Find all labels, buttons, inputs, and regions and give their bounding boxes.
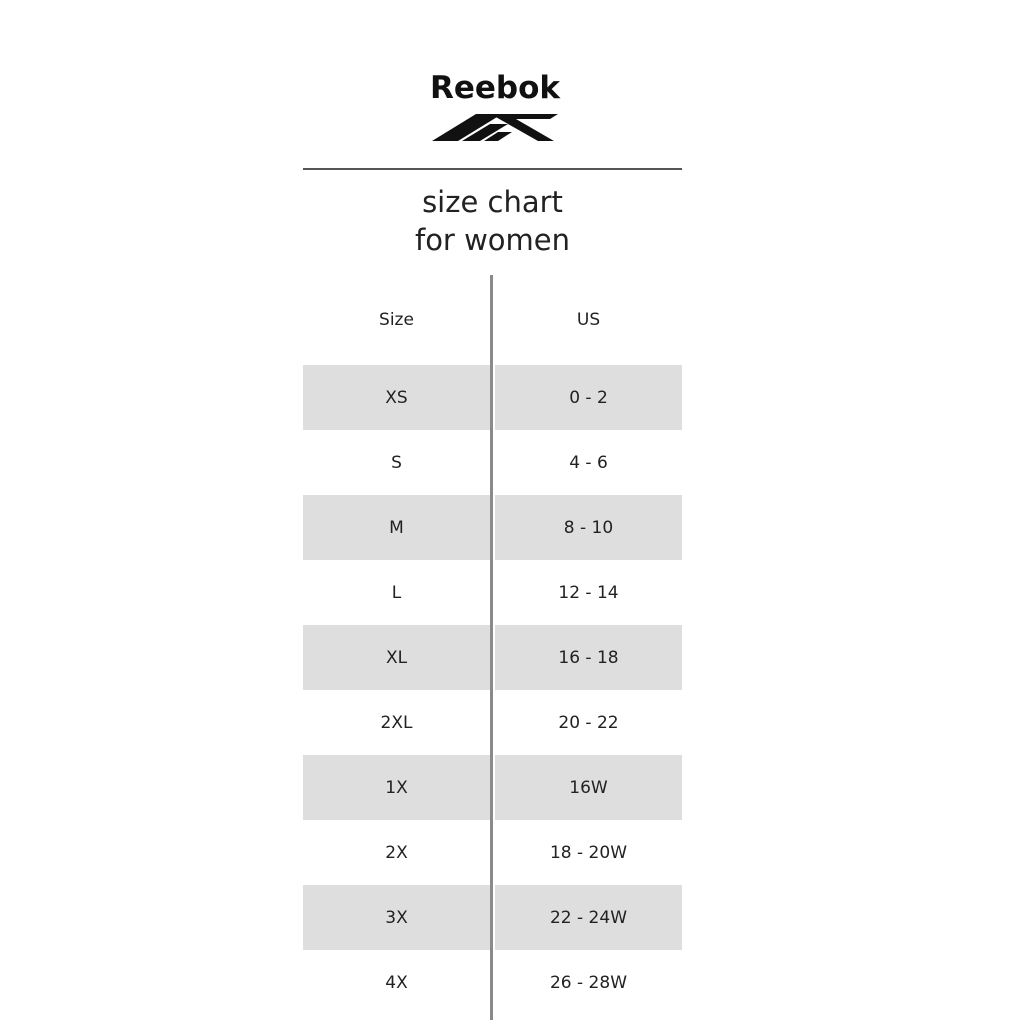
table-row (303, 430, 682, 495)
size-table (303, 275, 682, 1015)
size-cell: XS (303, 365, 490, 430)
us-cell: 26 - 28W (549, 972, 627, 993)
us-cell: 16 - 18 (495, 625, 682, 690)
header-divider (303, 168, 682, 170)
logo-wordmark: Reebok (429, 70, 561, 106)
title-line-2: for women (414, 223, 571, 257)
us-cell: 4 - 6 (569, 452, 608, 473)
reebok-logo (420, 70, 570, 150)
size-cell: S (391, 452, 402, 473)
table-row (303, 495, 682, 560)
size-cell: 3X (303, 885, 490, 950)
us-cell: 22 - 24W (495, 885, 682, 950)
us-cell: 12 - 14 (558, 582, 619, 603)
table-row (303, 885, 682, 950)
table-row (303, 365, 682, 430)
us-cell: 20 - 22 (558, 712, 619, 733)
size-cell: 4X (385, 972, 408, 993)
table-row (303, 820, 682, 885)
size-cell: XL (303, 625, 490, 690)
header-size: Size (379, 310, 414, 330)
size-cell: 2X (385, 842, 408, 863)
us-cell: 8 - 10 (495, 495, 682, 560)
us-cell: 16W (495, 755, 682, 820)
us-cell: 0 - 2 (495, 365, 682, 430)
page-title (300, 183, 685, 259)
size-cell: 1X (303, 755, 490, 820)
header-us: US (576, 310, 601, 330)
table-row (303, 560, 682, 625)
reebok-vector-icon (432, 110, 558, 142)
size-cell: 2XL (380, 712, 413, 733)
us-cell: 18 - 20W (549, 842, 627, 863)
table-row (303, 690, 682, 755)
table-header-row (303, 275, 682, 365)
table-row (303, 755, 682, 820)
table-row (303, 950, 682, 1015)
size-cell: L (391, 582, 402, 603)
title-line-1: size chart (422, 185, 563, 219)
table-row (303, 625, 682, 690)
size-cell: M (303, 495, 490, 560)
